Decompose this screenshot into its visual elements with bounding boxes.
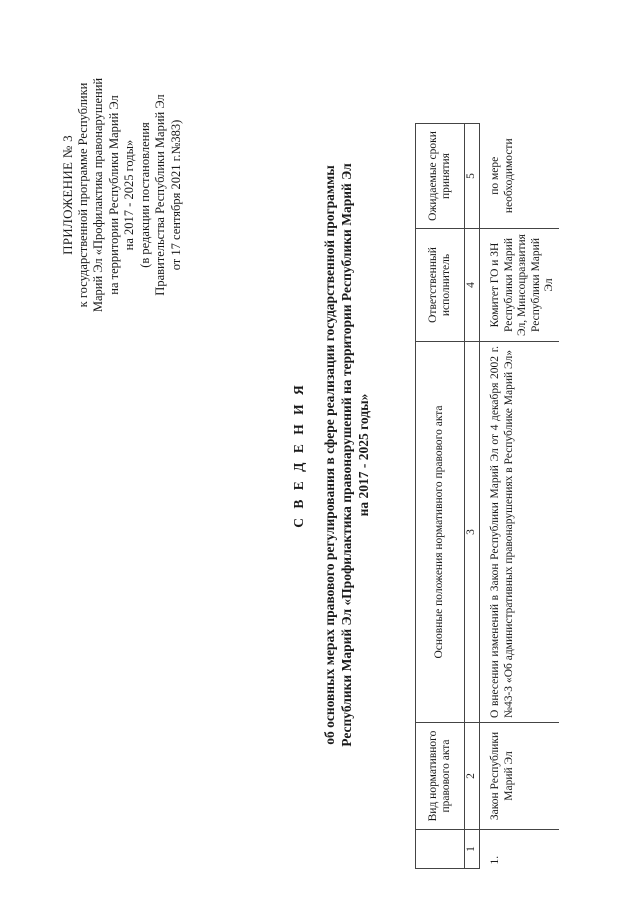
heading-line: об основных мерах правового регулирования в сфере реализации государственной программы	[322, 165, 337, 745]
header-cell-number	[416, 830, 465, 869]
appendix-line: (в редакции постановления	[137, 122, 152, 268]
row-act-type: Закон Республики Марий Эл	[480, 723, 559, 830]
column-number: 5	[465, 124, 480, 229]
appendix-line: от 17 сентября 2021 г.№383)	[168, 119, 183, 271]
appendix-line: ПРИЛОЖЕНИЕ № 3	[60, 135, 75, 255]
column-number: 3	[465, 342, 480, 723]
appendix-block	[60, 45, 184, 345]
table-row	[480, 124, 559, 869]
header-cell-act-type: Вид нормативного правового акта	[416, 723, 465, 830]
column-number: 2	[465, 723, 480, 830]
header-cell-executor: Ответственный исполнитель	[416, 229, 465, 342]
header-cell-deadline: Ожидаемые сроки принятия	[416, 124, 465, 229]
appendix-line: Правительства Республики Марий Эл	[153, 94, 167, 296]
appendix-line: Марий Эл «Профилактика правонарушений	[91, 77, 105, 313]
column-number: 1	[465, 830, 480, 869]
table-header-row	[416, 124, 465, 869]
row-provisions: О внесении изменений в Закон Республики Марий Эл от 4 декабря 2002 г. №43-З «Об административных правонарушениях в Республике Марий Эл»	[480, 342, 559, 723]
header-cell-provisions: Основные положения нормативного правового акта	[416, 342, 465, 723]
heading-line: на 2017 - 2025 годы»	[356, 393, 371, 517]
document-heading	[290, 155, 372, 755]
document-title: С В Е Д Е Н И Я	[291, 382, 306, 528]
appendix-line: на 2017 - 2025 годы»	[122, 139, 136, 251]
heading-line: Республики Марий Эл «Профилактика правонарушений на территории Республики Марий Эл	[339, 163, 354, 747]
column-number: 4	[465, 229, 480, 342]
appendix-line: к государственной программе Республики	[75, 82, 90, 308]
appendix-line: на территории Республики Марий Эл	[106, 95, 121, 295]
row-executor: Комитет ГО и ЗН Республики Марий Эл, Минсоцразвития Республики Марий Эл	[480, 229, 559, 342]
row-deadline: по мере необходимости	[480, 124, 559, 229]
row-number: 1.	[480, 830, 559, 869]
table-column-numbers-row	[465, 124, 480, 869]
measures-table	[415, 123, 559, 869]
